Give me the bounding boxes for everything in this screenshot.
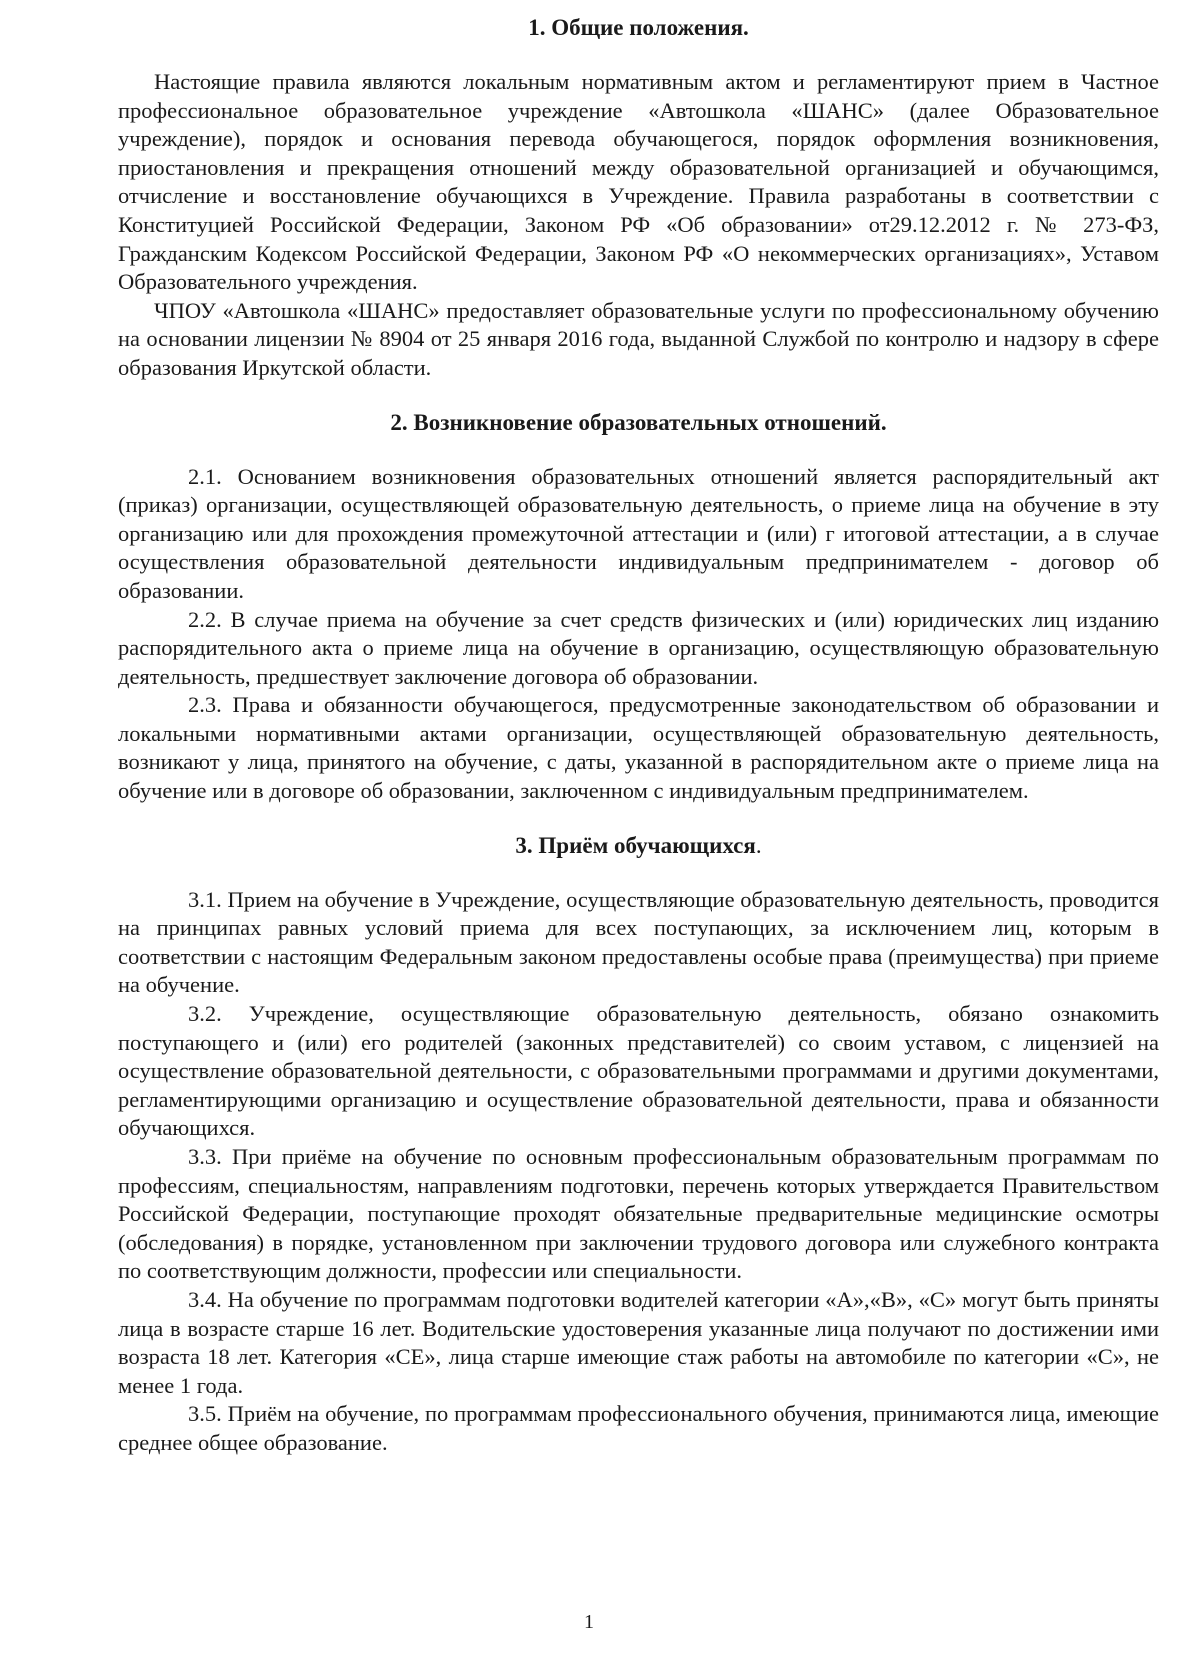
section-2-paragraph-2: 2.2. В случае приема на обучение за счет средств физических и (или) юридических лиц изданию распорядительного акта о приеме лица на обучение в организацию, осуществляющую образовательную деятельность, предшествует заключение договора об образовании. (118, 606, 1159, 689)
section-3-paragraph-5: 3.5. Приём на обучение, по программам профессионального обучения, принимаются лица, имеющие среднее общее образование. (118, 1401, 1159, 1455)
section-1-heading: 1. Общие положения. (528, 15, 749, 40)
section-2-heading: 2. Возникновение образовательных отношений. (390, 409, 887, 435)
section-3-heading-period: . (755, 832, 762, 858)
document-page (118, 14, 1159, 1458)
section-3-paragraph-4: 3.4. На обучение по программам подготовки водителей категории «А»,«В», «С» могут быть приняты лица в возрасте старше 16 лет. Водительские удостоверения указанные лица получают по достижении ими возраста 18 лет. Категория «СЕ», лица старше имеющие стаж работы на автомобиле по категории «С», не менее 1 года. (118, 1286, 1159, 1398)
section-2-paragraph-3: 2.3. Права и обязанности обучающегося, предусмотренные законодательством об образовании и локальными нормативными актами организации, осуществляющей образовательную деятельность, возникают у лица, принятого на обучение, с даты, указанной в распорядительном акте о приеме лица на обучение или в договоре об образовании, заключенном с индивидуальным предпринимателем. (118, 692, 1159, 804)
section-1-paragraph-2: ЧПОУ «Автошкола «ШАНС» предоставляет образовательные услуги по профессиональному обучению на основании лицензии № 8904 от 25 января 2016 года, выданной Службой по контролю и надзору в сфере образования Иркутской области. (118, 297, 1159, 380)
section-2-paragraph-1: 2.1. Основанием возникновения образовательных отношений является распорядительный акт (приказ) организации, осуществляющей образовательную деятельность, о приеме лица на обучение в эту организацию или для прохождения промежуточной аттестации и (или) г итоговой аттестации, а в случае осуществления образовательной деятельности индивидуальным предпринимателем - договор об образовании. (118, 463, 1159, 603)
section-3-heading-text: 3. Приём обучающихся (515, 832, 756, 858)
page-number: 1 (584, 1611, 594, 1633)
section-3-heading (118, 832, 1159, 860)
section-3-paragraph-3: 3.3. При приёме на обучение по основным профессиональным образовательным программам по профессиям, специальностям, направлениям подготовки, перечень которых утверждается Правительством Российской Федерации, поступающие проходят обязательные предварительные медицинские осмотры (обследования) в порядке, установленном при заключении трудового договора или служебного контракта по соответствующим должности, профессии или специальности. (118, 1144, 1159, 1284)
section-3-paragraph-1: 3.1. Прием на обучение в Учреждение, осуществляющие образовательную деятельность, проводится на принципах равных условий приема для всех поступающих, за исключением лиц, которым в соответствии с настоящим Федеральным законом предоставлены особые права (преимущества) при приеме на обучение. (118, 886, 1159, 998)
section-1-paragraph-1: Настоящие правила являются локальным нормативным актом и регламентируют прием в Частное профессиональное образовательное учреждение «Автошкола «ШАНС» (далее Образовательное учреждение), порядок и основания перевода обучающегося, порядок оформления возникновения, приостановления и прекращения отношений между образовательной организацией и обучающимся, отчисление и восстановление обучающихся в Учреждение. Правила разработаны в соответствии с Конституцией Российской Федерации, Законом РФ «Об образовании» от29.12.2012 г. № 273-ФЗ, Гражданским Кодексом Российской Федерации, Законом РФ «О некоммерческих организациях», Уставом Образовательного учреждения. (118, 69, 1159, 295)
section-3-paragraph-2: 3.2. Учреждение, осуществляющие образовательную деятельность, обязано ознакомить поступающего и (или) его родителей (законных представителей) со своим уставом, с лицензией на осуществление образовательной деятельности, с образовательными программами и другими документами, регламентирующими организацию и осуществление образовательной деятельности, права и обязанности обучающихся. (118, 1001, 1159, 1141)
